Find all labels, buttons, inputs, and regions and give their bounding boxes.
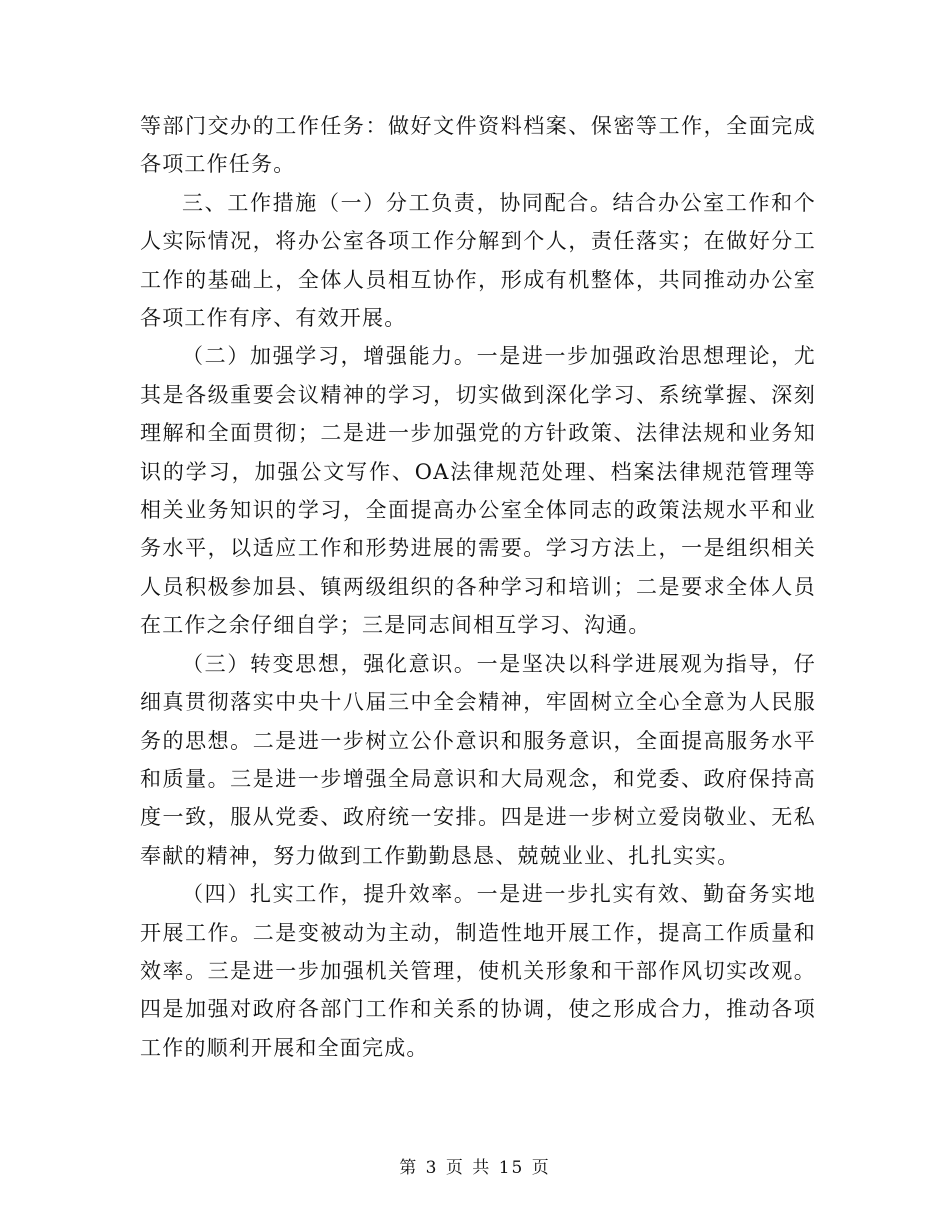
footer-current-page: 3 [425,1158,439,1178]
paragraph-continuation: 等部门交办的工作任务：做好文件资料档案、保密等工作，全面完成各项工作任务。 [140,114,816,177]
footer-prefix: 第 [399,1158,419,1178]
body-text [140,107,816,1067]
paragraph-change-thinking: （三）转变思想，强化意识。一是坚决以科学进展观为指导，仔细真贯彻落实中央十八届三中全会精神，牢固树立全心全意为人民服务的思想。二是进一步树立公仆意识和服务意识，全面提高服务水平和质量。三是进一步增强全局意识和大局观念，和党委、政府保持高度一致，服从党委、政府统一安排。四是进一步树立爱岗敬业、无私奉献的精神，努力做到工作勤勤恳恳、兢兢业业、扎扎实实。 [140,651,816,868]
paragraph-work-measures: 三、工作措施（一）分工负责，协同配合。结合办公室工作和个人实际情况，将办公室各项工作分解到个人，责任落实；在做好分工工作的基础上，全体人员相互协作，形成有机整体，共同推动办公室各项工作有序、有效开展。 [140,190,816,331]
paragraph-strengthen-learning: （二）加强学习，增强能力。一是进一步加强政治思想理论，尤其是各级重要会议精神的学习，切实做到深化学习、系统掌握、深刻理解和全面贯彻；二是进一步加强党的方针政策、法律法规和业务知识的学习，加强公文写作、OA法律规范处理、档案法律规范管理等相关业务知识的学习，全面提高办公室全体同志的政策法规水平和业务水平，以适应工作和形势进展的需要。学习方法上，一是组织相关人员积极参加县、镇两级组织的各种学习和培训；二是要求全体人员在工作之余仔细自学；三是同志间相互学习、沟通。 [140,344,816,638]
footer-total-pages: 15 [498,1158,525,1178]
footer-suffix: 页 [531,1158,551,1178]
page-footer [0,1153,950,1178]
paragraph-solid-work: （四）扎实工作，提升效率。一是进一步扎实有效、勤奋务实地开展工作。二是变被动为主动，制造性地开展工作，提高工作质量和效率。三是进一步加强机关管理，使机关形象和干部作风切实改观。四是加强对政府各部门工作和关系的协调，使之形成合力，推动各项工作的顺利开展和全面完成。 [140,882,816,1060]
footer-middle: 页 共 [445,1158,492,1178]
